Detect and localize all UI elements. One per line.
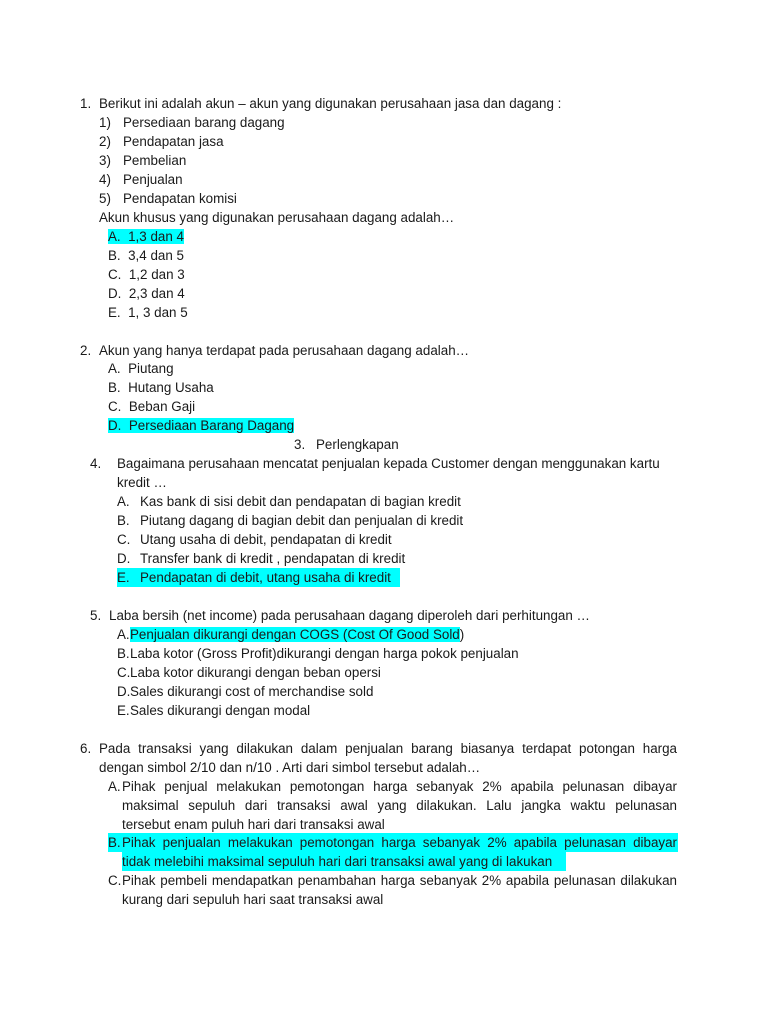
question-text-continued: dengan simbol 2/10 dan n/10 . Arti dari simbol tersebut adalah…	[99, 760, 481, 775]
question-4	[90, 454, 678, 473]
highlight: E. Pendapatan di debit, utang usaha di kredit	[117, 568, 400, 587]
option-text: tersebut enam puluh hari dari transaksi awal	[122, 817, 385, 832]
option-a-answer	[108, 227, 184, 246]
document-page: 1. Berikut ini adalah akun – akun yang digunakan perusahaan jasa dan dagang : 1) Persediaan barang dagang 2) Pendapatan jasa 3) Pembelian 4) Penjualan 5) Pendapatan komisi Akun khusus yang digunakan perusahaan dagang adalah… A. 1,3 dan 4 B. 3,4 dan 5 C. 1,2 dan 3 D. 2,3 dan 4 E. 1, 3 dan 5 2. Akun yang hanya terdapat pada perusahaan dagang adalah… A. Piutang B. Hutang Usaha C. Beban Gaji D. Persediaan Barang Dagang 3. Perlengkapan 4. Bagaimana perusahaan mencatat penjualan kepada Customer dengan menggunakan kartu kredit … A. Kas bank di sisi debit dan pendapatan di bagian kredit B. Piutang dagang di bagian debit dan penjualan di kredit C. Utang usaha di debit, pendapatan di kredit D. Transfer bank di kredit , pendapatan di kredit E. Pendapatan di debit, utang usaha di kredit 5. Laba bersih (net income) pada perusahaan dagang diperoleh dari perhitungan … A. Penjualan dikurangi dengan COGS (Cost Of Good Sold) B. Laba kotor (Gross Profit)dikurangi dengan harga pokok penjualan C. Laba kotor dikurangi dengan beban opersi D. Sales dikurangi cost of merchandise sold E. Sales dikurangi dengan modal 6. Pada transaksi yang dilakukan dalam penjualan barang biasanya terdapat potongan harga dengan simbol 2/10 dan n/10 . Arti dari simbol tersebut adalah… A. Pihak penjual melakukan pemotongan harga sebanyak 2% apabila pelunasan dibayar maksimal sepuluh dari transaksi awal yang dilakukan. Lalu jangka waktu pelunasan tersebut enam puluh hari dari transaksi awal B. Pihak penjualan melakukan pemotongan harga sebanyak 2% apabila pelunasan dibayar tidak melebihi maksimal sepuluh hari dari transaksi awal yang di lakukan C. Pihak pembeli mendapatkan penambahan harga sebanyak 2% apabila pelunasan dilakukan kurang dari sepuluh hari saat transaksi awal	[80, 96, 677, 907]
question-text: Perlengkapan	[316, 437, 399, 452]
option-label: C.	[108, 873, 122, 888]
question-6	[80, 739, 677, 758]
option-label: B.	[108, 835, 121, 850]
highlight: Penjualan dikurangi dengan COGS (Cost Of Good Sold	[130, 627, 460, 642]
highlight: D. Persediaan Barang Dagang	[108, 418, 295, 433]
option-text: Pihak penjualan melakukan pemotongan harga sebanyak 2% apabila pelunasan dibayar	[122, 835, 677, 850]
option: E. 1, 3 dan 5	[108, 305, 188, 320]
option: C. Beban Gaji	[108, 399, 196, 414]
question-text: Pada transaksi yang dilakukan dalam penjualan barang biasanya terdapat potongan harga	[99, 741, 677, 756]
option-label: A.	[108, 779, 121, 794]
option-text: kurang dari sepuluh hari saat transaksi awal	[122, 892, 384, 907]
option-text: tidak melebihi maksimal sepuluh hari dari transaksi awal yang di lakukan	[122, 854, 553, 869]
question-number: 6.	[80, 741, 92, 756]
option: C. 1,2 dan 3	[108, 267, 185, 282]
highlight: A. 1,3 dan 4	[108, 229, 184, 244]
option-d-answer	[108, 416, 294, 435]
option: B. Hutang Usaha	[108, 380, 214, 395]
question-text-continued: kredit …	[117, 475, 167, 490]
question-text: Laba bersih (net income) pada perusahaan dagang diperoleh dari perhitungan …	[109, 608, 590, 623]
question-number: 3.	[294, 437, 306, 452]
question-text: Akun yang hanya terdapat pada perusahaan dagang adalah…	[99, 343, 470, 358]
question-text: Berikut ini adalah akun – akun yang digunakan perusahaan jasa dan dagang :	[99, 96, 562, 111]
question-text: Bagaimana perusahaan mencatat penjualan kepada Customer dengan menggunakan kartu	[117, 456, 660, 471]
option-text: maksimal sepuluh dari transaksi awal yang dilakukan. Lalu jangka waktu pelunasan	[122, 798, 677, 813]
option-text: Pihak pembeli mendapatkan penambahan harga sebanyak 2% apabila pelunasan dilakukan	[122, 873, 677, 888]
question-prompt: Akun khusus yang digunakan perusahaan dagang adalah…	[99, 210, 455, 225]
option-text: Pihak penjual melakukan pemotongan harga sebanyak 2% apabila pelunasan dibayar	[122, 779, 677, 794]
option-e-answer	[117, 568, 400, 587]
question-number: 5.	[90, 608, 102, 623]
option: A. Piutang	[108, 361, 174, 376]
option: D. 2,3 dan 4	[108, 286, 185, 301]
question-number: 1.	[80, 96, 92, 111]
question-number: 2.	[80, 343, 92, 358]
question-number: 4.	[90, 456, 102, 471]
option: B. 3,4 dan 5	[108, 248, 184, 263]
